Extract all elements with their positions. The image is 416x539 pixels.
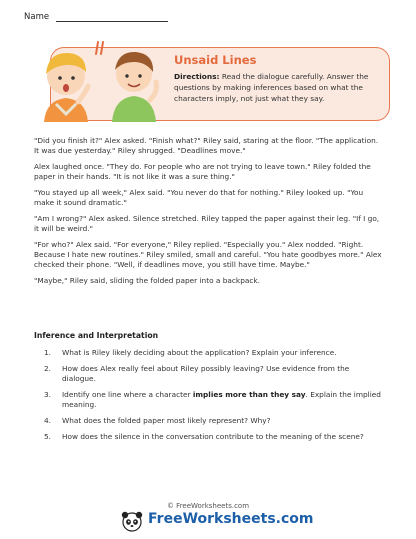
story-paragraph: "For who?" Alex said. "For everyone," Riley replied. "Especially you." Alex nodded. "Right. Because I hate new routines." Riley smiled, small and careful. "You hate goodbyes more." Alex checked their phone. "Well, if deadlines move, you still have time. Maybe." [34,240,382,270]
question-text-pre: Identify one line where a character [62,389,193,399]
name-field-row [24,12,168,22]
question-text: What is Riley likely deciding about the application? Explain your inference. [62,348,337,357]
story-paragraph: "You stayed up all week," Alex said. "You never do that for nothing." Riley looked up. "You make it sound dramatic." [34,188,364,208]
question-number: 4. [44,415,52,425]
question-number: 1. [44,348,52,357]
story-paragraph: "Am I wrong?" Alex asked. Silence stretched. Riley tapped the paper against their leg. "If I go, it will be weird." [34,214,380,234]
question-text: What does the folded paper most likely represent? Why? [62,415,271,425]
directions-text [174,71,384,105]
directions-body: Read the dialogue carefully. Answer the questions by making inferences based on what the characters imply, not just what they say. [174,72,369,104]
question-number: 3. [44,389,52,399]
question-text: How does Alex really feel about Riley possibly leaving? Use evidence from the dialogue. [62,363,350,384]
name-input-line[interactable] [56,14,168,22]
question-text: How does the silence in the conversation contribute to the meaning of the scene? [62,431,364,441]
question-item [34,390,384,411]
question-item [34,416,384,426]
story-paragraph: Alex laughed once. "They do. For people who are not trying to leave town." Riley folded the paper in their hands. "It is not like it was a sure thing." [34,162,371,182]
section-heading: Inference and Interpretation [34,331,159,340]
directions-label: Directions: [174,72,220,81]
question-item [34,348,384,358]
worksheet-title: Unsaid Lines [174,53,257,67]
question-item [34,432,384,442]
footer-brand[interactable]: FreeWorksheets.com [148,511,314,527]
question-text-post: . Explain the implied meaning. [62,389,381,410]
story-paragraph: "Maybe," Riley said, sliding the folded paper into a backpack. [34,276,260,286]
story-paragraph: "Did you finish it?" Alex asked. "Finish what?" Riley said, staring at the floor. "The application. It was due yesterday." Riley shrugged. "Deadlines move." [34,136,379,156]
question-item [34,364,384,385]
question-number: 5. [44,431,52,441]
question-text-emphasis: implies more than they say [192,389,306,399]
footer-link[interactable]: © FreeWorksheets.com [166,502,250,510]
question-list [34,348,384,448]
two-children-talking-illustration [26,34,176,122]
dialogue-passage [34,136,384,292]
question-number: 2. [44,363,52,373]
name-label: Name [24,12,50,22]
